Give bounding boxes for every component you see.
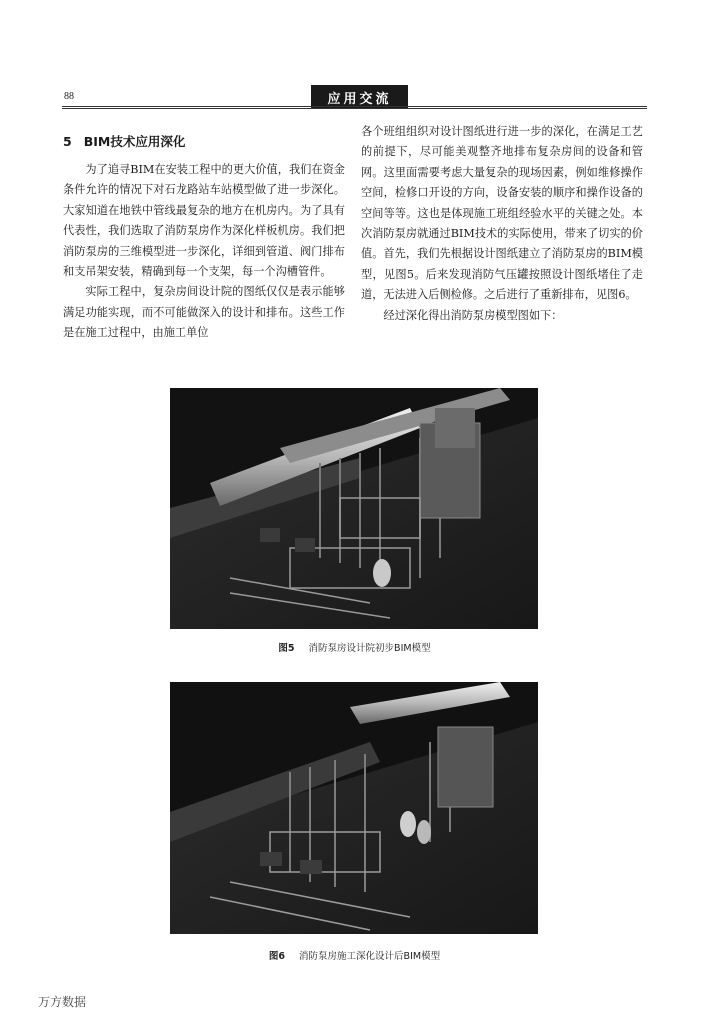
figure-5-caption	[0, 640, 709, 654]
right-paragraph-2: 经过深化得出消防泵房模型图如下：	[383, 308, 563, 322]
left-paragraph-2: 实际工程中，复杂房间设计院的图纸仅仅是表示能够满足功能实现，而不可能做深入的设计和排布。这些工作是在施工过程中，由施工单位	[63, 285, 345, 340]
right-paragraph-1: 各个班组组织对设计图纸进行进一步的深化，在满足工艺的前提下，尽可能美观整齐地排布复杂房间的设备和管网。这里面需要考虑大量复杂的现场因素，例如维修操作空间，检修口开设的方向，设备安装的顺序和操作设备的空间等等。这也是体现施工班组经验水平的关键之处。本次消防泵房就通过BIM技术的实际使用，带来了切实的价值。首先，我们先根据设计图纸建立了消防泵房的BIM模型，见图5。后来发现消防气压罐按照设计图纸堵住了走道，无法进入后侧检修。之后进行了重新排布，见图6。	[361, 125, 643, 302]
figure-6-bim-model	[170, 682, 538, 934]
right-column	[361, 122, 643, 326]
figure-6-caption-text: 消防泵房施工深化设计后BIM模型	[299, 951, 441, 962]
section-title: BIM技术应用深化	[83, 134, 186, 149]
figure-5-render	[170, 388, 538, 629]
figure-5-number: 图5	[278, 643, 295, 654]
figure-6-render	[170, 682, 538, 934]
footer-logo-text: 万方数据	[38, 995, 87, 1009]
figure-5-caption-text: 消防泵房设计院初步BIM模型	[308, 643, 431, 654]
figure-6-caption	[0, 948, 709, 962]
section-badge: 应用交流	[311, 85, 408, 109]
page-number: 88	[64, 91, 74, 102]
left-paragraph-1: 为了追寻BIM在安装工程中的更大价值，我们在资金条件允许的情况下对石龙路站车站模型做了进一步深化。大家知道在地铁中管线最复杂的地方在机房内。为了具有代表性，我们选取了消防泵房作为深化样板机房。我们把消防泵房的三维模型进一步深化，详细到管道、阀门排布和支吊架安装，精确到每一个支架，每一个沟槽管件。	[63, 163, 345, 279]
figure-5-bim-model	[170, 388, 538, 629]
header-rule	[62, 106, 647, 107]
header-rule-secondary	[62, 108, 647, 109]
figure-6-number: 图6	[268, 951, 286, 962]
section-heading	[63, 132, 345, 152]
left-column	[63, 122, 345, 344]
section-number: 5	[63, 134, 72, 149]
